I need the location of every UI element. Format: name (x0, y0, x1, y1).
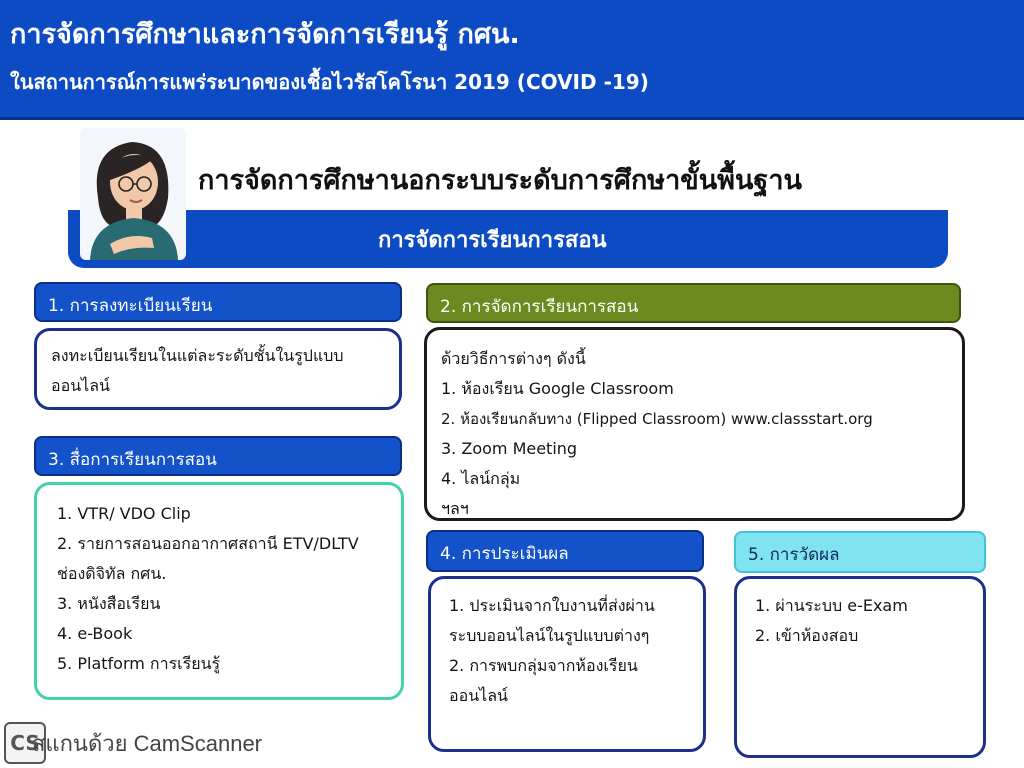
teaching-heading (426, 283, 961, 323)
evaluation-line: 2. การพบกลุ่มจากห้องเรียน (449, 656, 638, 675)
teaching-line: ฯลฯ (441, 499, 469, 518)
camscanner-watermark (4, 722, 262, 764)
media-line: ช่องดิจิทัล กศน. (57, 564, 167, 583)
media-line: 1. VTR/ VDO Clip (57, 504, 191, 523)
page-subtitle: ในสถานการณ์การแพร่ระบาดของเชื้อไวรัสโคโรนา 2019 (COVID -19) (10, 70, 649, 94)
teaching-line: 3. Zoom Meeting (441, 439, 578, 458)
teaching-line: 1. ห้องเรียน Google Classroom (441, 379, 674, 398)
registration-line: ออนไลน์ (51, 376, 110, 395)
registration-card (34, 328, 402, 410)
registration-heading (34, 282, 402, 322)
measurement-heading-label: 5. การวัดผล (748, 545, 840, 565)
banner-bar (68, 210, 948, 268)
media-line: 2. รายการสอนออกอากาศสถานี ETV/DLTV (57, 534, 359, 553)
teaching-card (424, 327, 965, 521)
page-title: การจัดการศึกษาและการจัดการเรียนรู้ กศน. (10, 19, 520, 50)
evaluation-line: 1. ประเมินจากใบงานที่ส่งผ่าน (449, 596, 655, 615)
banner-bar-label: การจัดการเรียนการสอน (378, 228, 607, 253)
watermark-text: สแกนด้วย CamScanner (32, 730, 263, 756)
section-banner (68, 128, 950, 270)
media-heading (34, 436, 402, 476)
evaluation-heading-label: 4. การประเมินผล (440, 544, 569, 564)
media-line: 4. e-Book (57, 624, 133, 643)
camscanner-logo-icon: CS (4, 722, 46, 764)
media-line: 5. Platform การเรียนรู้ (57, 654, 221, 673)
measurement-heading (734, 531, 986, 573)
media-heading-label: 3. สื่อการเรียนการสอน (48, 450, 217, 470)
evaluation-heading (426, 530, 704, 572)
teaching-line: ด้วยวิธีการต่างๆ ดังนี้ (441, 349, 586, 368)
teaching-line: 4. ไลน์กลุ่ม (441, 469, 521, 488)
teacher-illustration-icon (80, 128, 186, 260)
media-line: 3. หนังสือเรียน (57, 594, 161, 613)
measurement-line: 2. เข้าห้องสอบ (755, 626, 859, 645)
evaluation-line: ออนไลน์ (449, 686, 508, 705)
measurement-line: 1. ผ่านระบบ e-Exam (755, 596, 908, 615)
media-card (34, 482, 404, 700)
banner-title: การจัดการศึกษานอกระบบระดับการศึกษาขั้นพื้นฐาน (198, 165, 802, 196)
registration-heading-label: 1. การลงทะเบียนเรียน (48, 296, 213, 316)
measurement-card (734, 576, 986, 758)
teaching-line: 2. ห้องเรียนกลับทาง (Flipped Classroom) www.classstart.org (441, 410, 873, 428)
teaching-heading-label: 2. การจัดการเรียนการสอน (440, 297, 639, 317)
evaluation-line: ระบบออนไลน์ในรูปแบบต่างๆ (449, 626, 650, 645)
header-banner (0, 0, 1024, 120)
registration-line: ลงทะเบียนเรียนในแต่ละระดับชั้นในรูปแบบ (51, 346, 344, 365)
evaluation-card (428, 576, 706, 752)
